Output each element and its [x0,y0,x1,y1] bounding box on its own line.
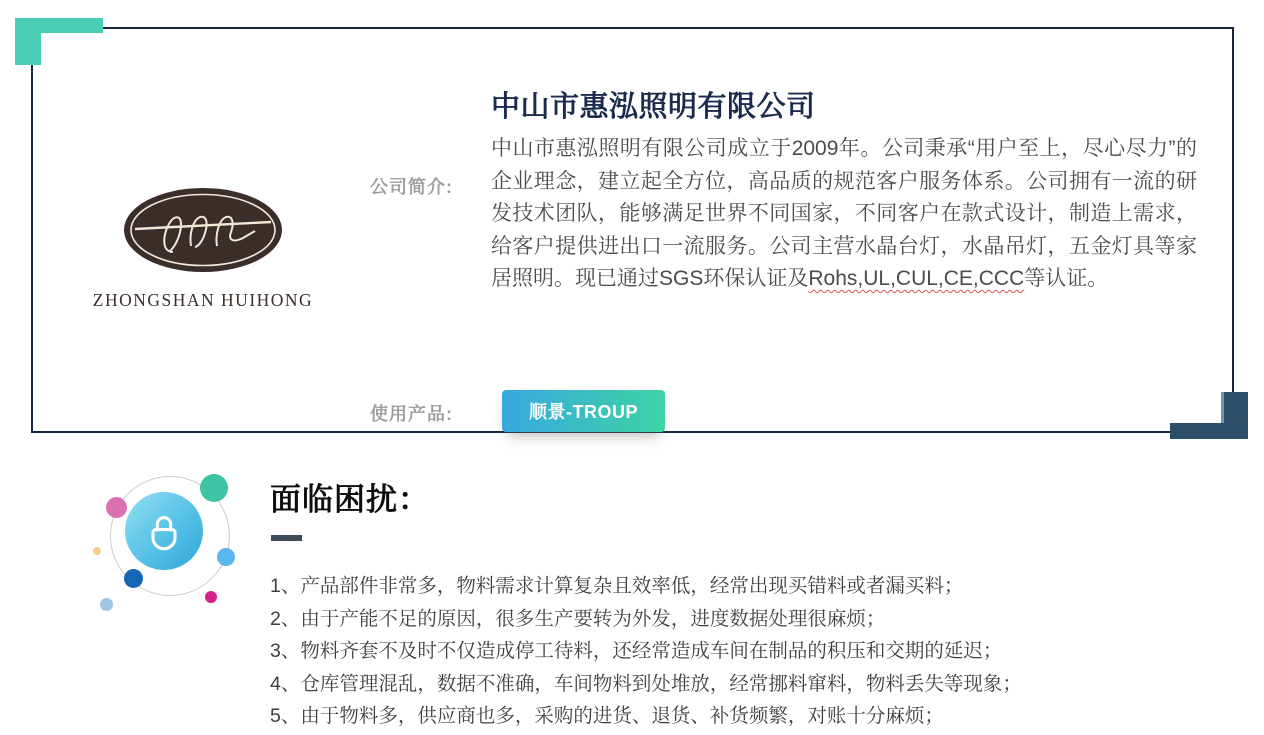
decor-dot-pink [106,497,127,518]
decor-dot-paleblue [100,598,113,611]
pain-item: 2、由于产能不足的原因，很多生产要转为外发，进度数据处理很麻烦； [270,607,886,630]
pain-item: 5、由于物料多，供应商也多，采购的进货、退货、补货频繁，对账十分麻烦； [270,705,944,728]
cert-text: Rohs,UL,CUL,CE,CCC [808,267,1025,290]
heading-underline [271,535,302,541]
company-card [31,27,1234,433]
corner-accent-top-left-vertical [15,18,41,65]
company-logo [89,186,317,311]
decor-dot-darkblue [124,569,143,588]
pain-item: 1、产品部件非常多，物料需求计算复杂且效率低，经常出现买错料或者漏买料； [270,575,964,597]
decor-dot-magenta [205,591,217,603]
intro-paragraph [491,133,1197,296]
pain-heading: 面临困扰： [270,482,430,517]
intro-text-main: 中山市惠泓照明有限公司成立于2009年。公司秉承“用户至上，尽心尽力”的企业理念，建立起全方位，高品质的规范客户服务体系。公司拥有一流的研发技术团队，能够满足世界不同国家，不同客户在款式设计，制造上需求，给客户提供进出口一流服务。公司主营水晶台灯，水晶吊灯，五金灯具等家居照明。现已通过SGS环保认证及 [491,137,1197,290]
pain-item: 4、仓库管理混乱，数据不准确，车间物料到处堆放，经常挪料窜料，物料丢失等现象； [270,672,1022,695]
decor-dot-teal [200,474,228,502]
company-title: 中山市惠泓照明有限公司 [491,91,816,123]
huihong-oval-logo-icon [121,186,285,274]
product-label: 使用产品: [370,404,453,424]
corner-accent-bottom-right [1170,423,1248,439]
pain-icon-cluster [80,450,260,650]
logo-caption: ZHONGSHAN HUIHONG [92,290,314,310]
pain-item: 3、物料齐套不及时不仅造成停工待料，还经常造成车间在制品的积压和交期的延迟； [270,640,1003,663]
decor-dot-yellow [93,547,101,555]
lock-circle [125,492,203,570]
decor-dot-skyblue [217,548,235,566]
pain-list [270,570,1170,733]
intro-text-tail: 等认证。 [1024,267,1109,290]
intro-label: 公司简介: [370,177,453,197]
product-button[interactable]: 顺景-TROUP [502,390,665,432]
lock-icon [141,508,187,554]
